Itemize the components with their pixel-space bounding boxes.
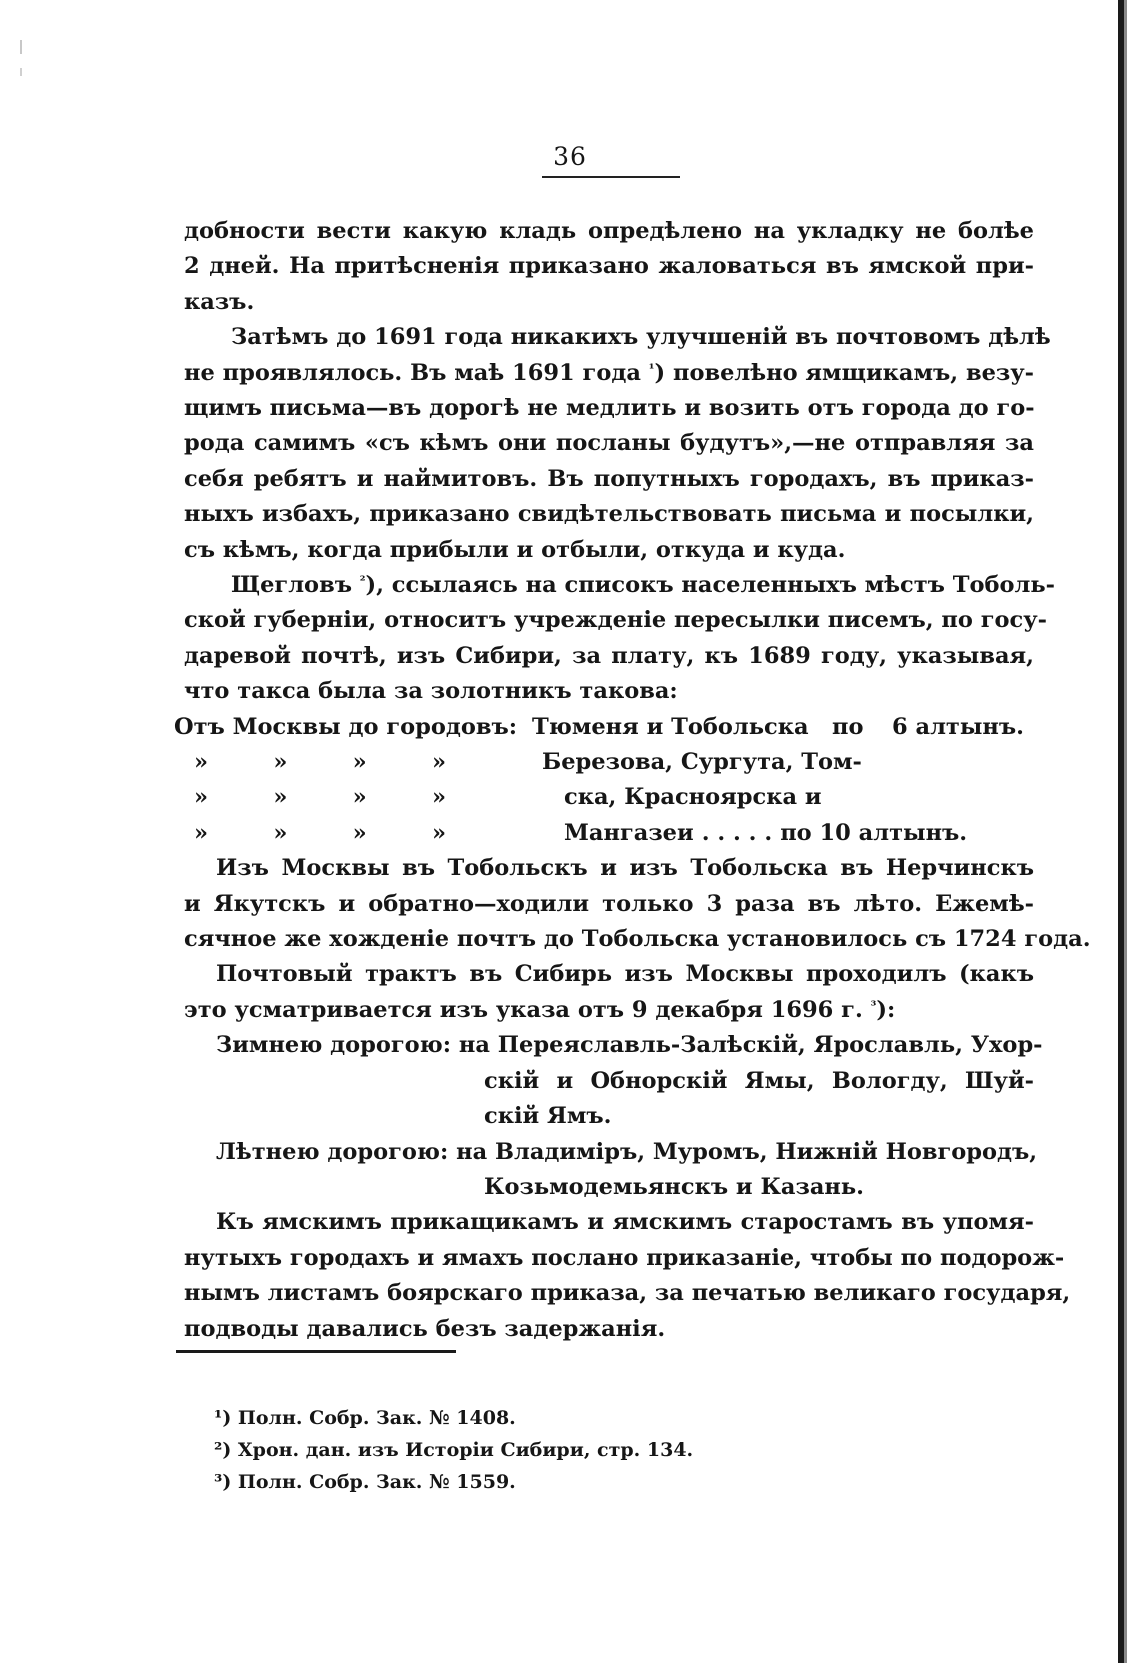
paragraph (184, 320, 1051, 568)
text-line: себя ребятъ и наймитовъ. Въ попутныхъ городахъ, въ приказ- (184, 465, 1034, 492)
footnote: ¹) Полн. Собр. Зак. № 1408. (214, 1407, 516, 1429)
text-run: Щегловъ (231, 572, 360, 599)
text-line: подводы давались безъ задержанія. (184, 1315, 666, 1342)
route-line: скій и Обнорскій Ямы, Вологду, Шуй- (484, 1067, 1034, 1094)
ditto-mark: » (431, 749, 447, 776)
ditto-marks (184, 780, 542, 815)
text-line: щимъ письма—въ дорогѣ не медлить и возить отъ города до го- (184, 395, 1035, 422)
ditto-mark: » (352, 784, 367, 811)
tariff-row (184, 816, 1034, 851)
ditto-marks (184, 745, 542, 780)
footnote: ³) Полн. Собр. Зак. № 1559. (214, 1471, 516, 1493)
text-line: съ кѣмъ, когда прибыли и отбыли, откуда и куда. (184, 536, 846, 563)
text-line (184, 568, 1056, 603)
tariff-table (174, 710, 1034, 852)
paragraph (184, 1205, 1071, 1347)
tariff-destination: Тюменя и Тобольска (532, 713, 809, 740)
text-line (184, 356, 1034, 391)
text-line: даревой почтѣ, изъ Сибири, за плату, къ 1689 году, указывая, (184, 642, 1034, 669)
text-line: Затѣмъ до 1691 года никакихъ улучшеній въ почтовомъ дѣлѣ (231, 324, 1051, 351)
tariff-destination: Березова, Сургута, Том- (542, 749, 862, 776)
footnotes (214, 1402, 693, 1498)
text-line: добности вести какую кладь опредѣлено на укладку не болѣе (184, 218, 1034, 244)
leader-dots: . . . . . (701, 819, 773, 846)
text-line: Изъ Москвы въ Тобольскъ и изъ Тобольска въ Нерчинскъ (216, 855, 1034, 882)
ditto-mark: » (431, 784, 447, 811)
route-line: Козьмодемьянскъ и Казань. (484, 1173, 864, 1200)
text-run: это усматривается изъ указа отъ 9 декабря 1696 г. (184, 996, 871, 1023)
main-text (174, 214, 1091, 1347)
text-run: не проявлялось. Въ маѣ 1691 года (184, 359, 649, 386)
tariff-price: 6 алтынъ. (892, 713, 1024, 740)
text-line: сячное же хожденіе почтъ до Тобольска установилось съ 1724 года. (184, 926, 1091, 953)
footnote-rule (176, 1350, 456, 1353)
ditto-marks (184, 816, 542, 851)
ditto-mark: » (273, 784, 288, 811)
route-line: Зимнею дорогою: на Переяславль-Залѣскій, Ярославль, Ухор- (216, 1032, 1043, 1059)
tariff-price: по 10 алтынъ. (780, 819, 968, 846)
paragraph (184, 957, 1034, 1028)
footnote-ref: ³ (870, 998, 877, 1014)
scan-artifact (20, 40, 22, 54)
tariff-row (174, 710, 1034, 745)
text-line: рода самимъ «съ кѣмъ они посланы будутъ»,—не отправляя за (184, 430, 1034, 457)
footnote-ref: ¹ (648, 361, 655, 377)
paragraph (184, 214, 1034, 320)
footnote: ²) Хрон. дан. изъ Исторіи Сибири, стр. 134. (214, 1439, 694, 1461)
tariff-row (184, 745, 1034, 780)
text-run: ) повелѣно ямщикамъ, везу- (654, 359, 1035, 386)
ditto-mark: » (273, 819, 288, 846)
tariff-destination: Мангазеи (564, 819, 694, 846)
paragraph (184, 568, 1056, 710)
text-line: Почтовый трактъ въ Сибирь изъ Москвы проходилъ (какъ (216, 961, 1034, 988)
text-line: нымъ листамъ боярскаго приказа, за печатью великаго государя, (184, 1280, 1071, 1307)
page-number: 36 (553, 142, 587, 171)
tariff-from-label: Отъ Москвы до городовъ: (174, 713, 518, 740)
text-line: что такса была за золотникъ такова: (184, 678, 678, 705)
ditto-mark: » (431, 819, 447, 846)
text-line: казъ. (184, 288, 255, 315)
ditto-mark: » (194, 784, 209, 811)
text-line: нутыхъ городахъ и ямахъ послано приказаніе, чтобы по подорож- (184, 1244, 1065, 1271)
tariff-row (184, 780, 1034, 815)
tariff-destination: ска, Красноярска и (564, 784, 822, 811)
scan-artifact (20, 68, 22, 76)
text-line (184, 993, 1034, 1028)
ditto-mark: » (194, 819, 209, 846)
ditto-mark: » (273, 749, 288, 776)
text-run: ): (876, 996, 896, 1023)
ditto-mark: » (194, 749, 209, 776)
text-run: ), ссылаясь на списокъ населенныхъ мѣстъ Тоболь- (365, 572, 1056, 599)
route-list (184, 1028, 1043, 1205)
route-line: Лѣтнею дорогою: на Владиміръ, Муромъ, Нижній Новгородъ, (216, 1138, 1038, 1165)
text-line: и Якутскъ и обратно—ходили только 3 раза въ лѣто. Ежемѣ- (184, 890, 1034, 917)
paragraph (184, 851, 1091, 957)
ditto-mark: » (352, 749, 367, 776)
footnote-ref: ² (359, 574, 366, 590)
text-line: ской губерніи, относитъ учрежденіе пересылки писемъ, по госу- (184, 607, 1047, 634)
page-edge-shadow (1124, 0, 1127, 1663)
tariff-by: по (832, 713, 864, 740)
text-line: 2 дней. На притѣсненія приказано жаловаться въ ямской при- (184, 253, 1034, 280)
text-line: Къ ямскимъ прикащикамъ и ямскимъ старостамъ въ упомя- (216, 1209, 1034, 1236)
page-number-rule (542, 176, 680, 178)
text-line: ныхъ избахъ, приказано свидѣтельствовать письма и посылки, (184, 501, 1034, 528)
route-line: скій Ямъ. (484, 1103, 612, 1130)
ditto-mark: » (352, 819, 367, 846)
